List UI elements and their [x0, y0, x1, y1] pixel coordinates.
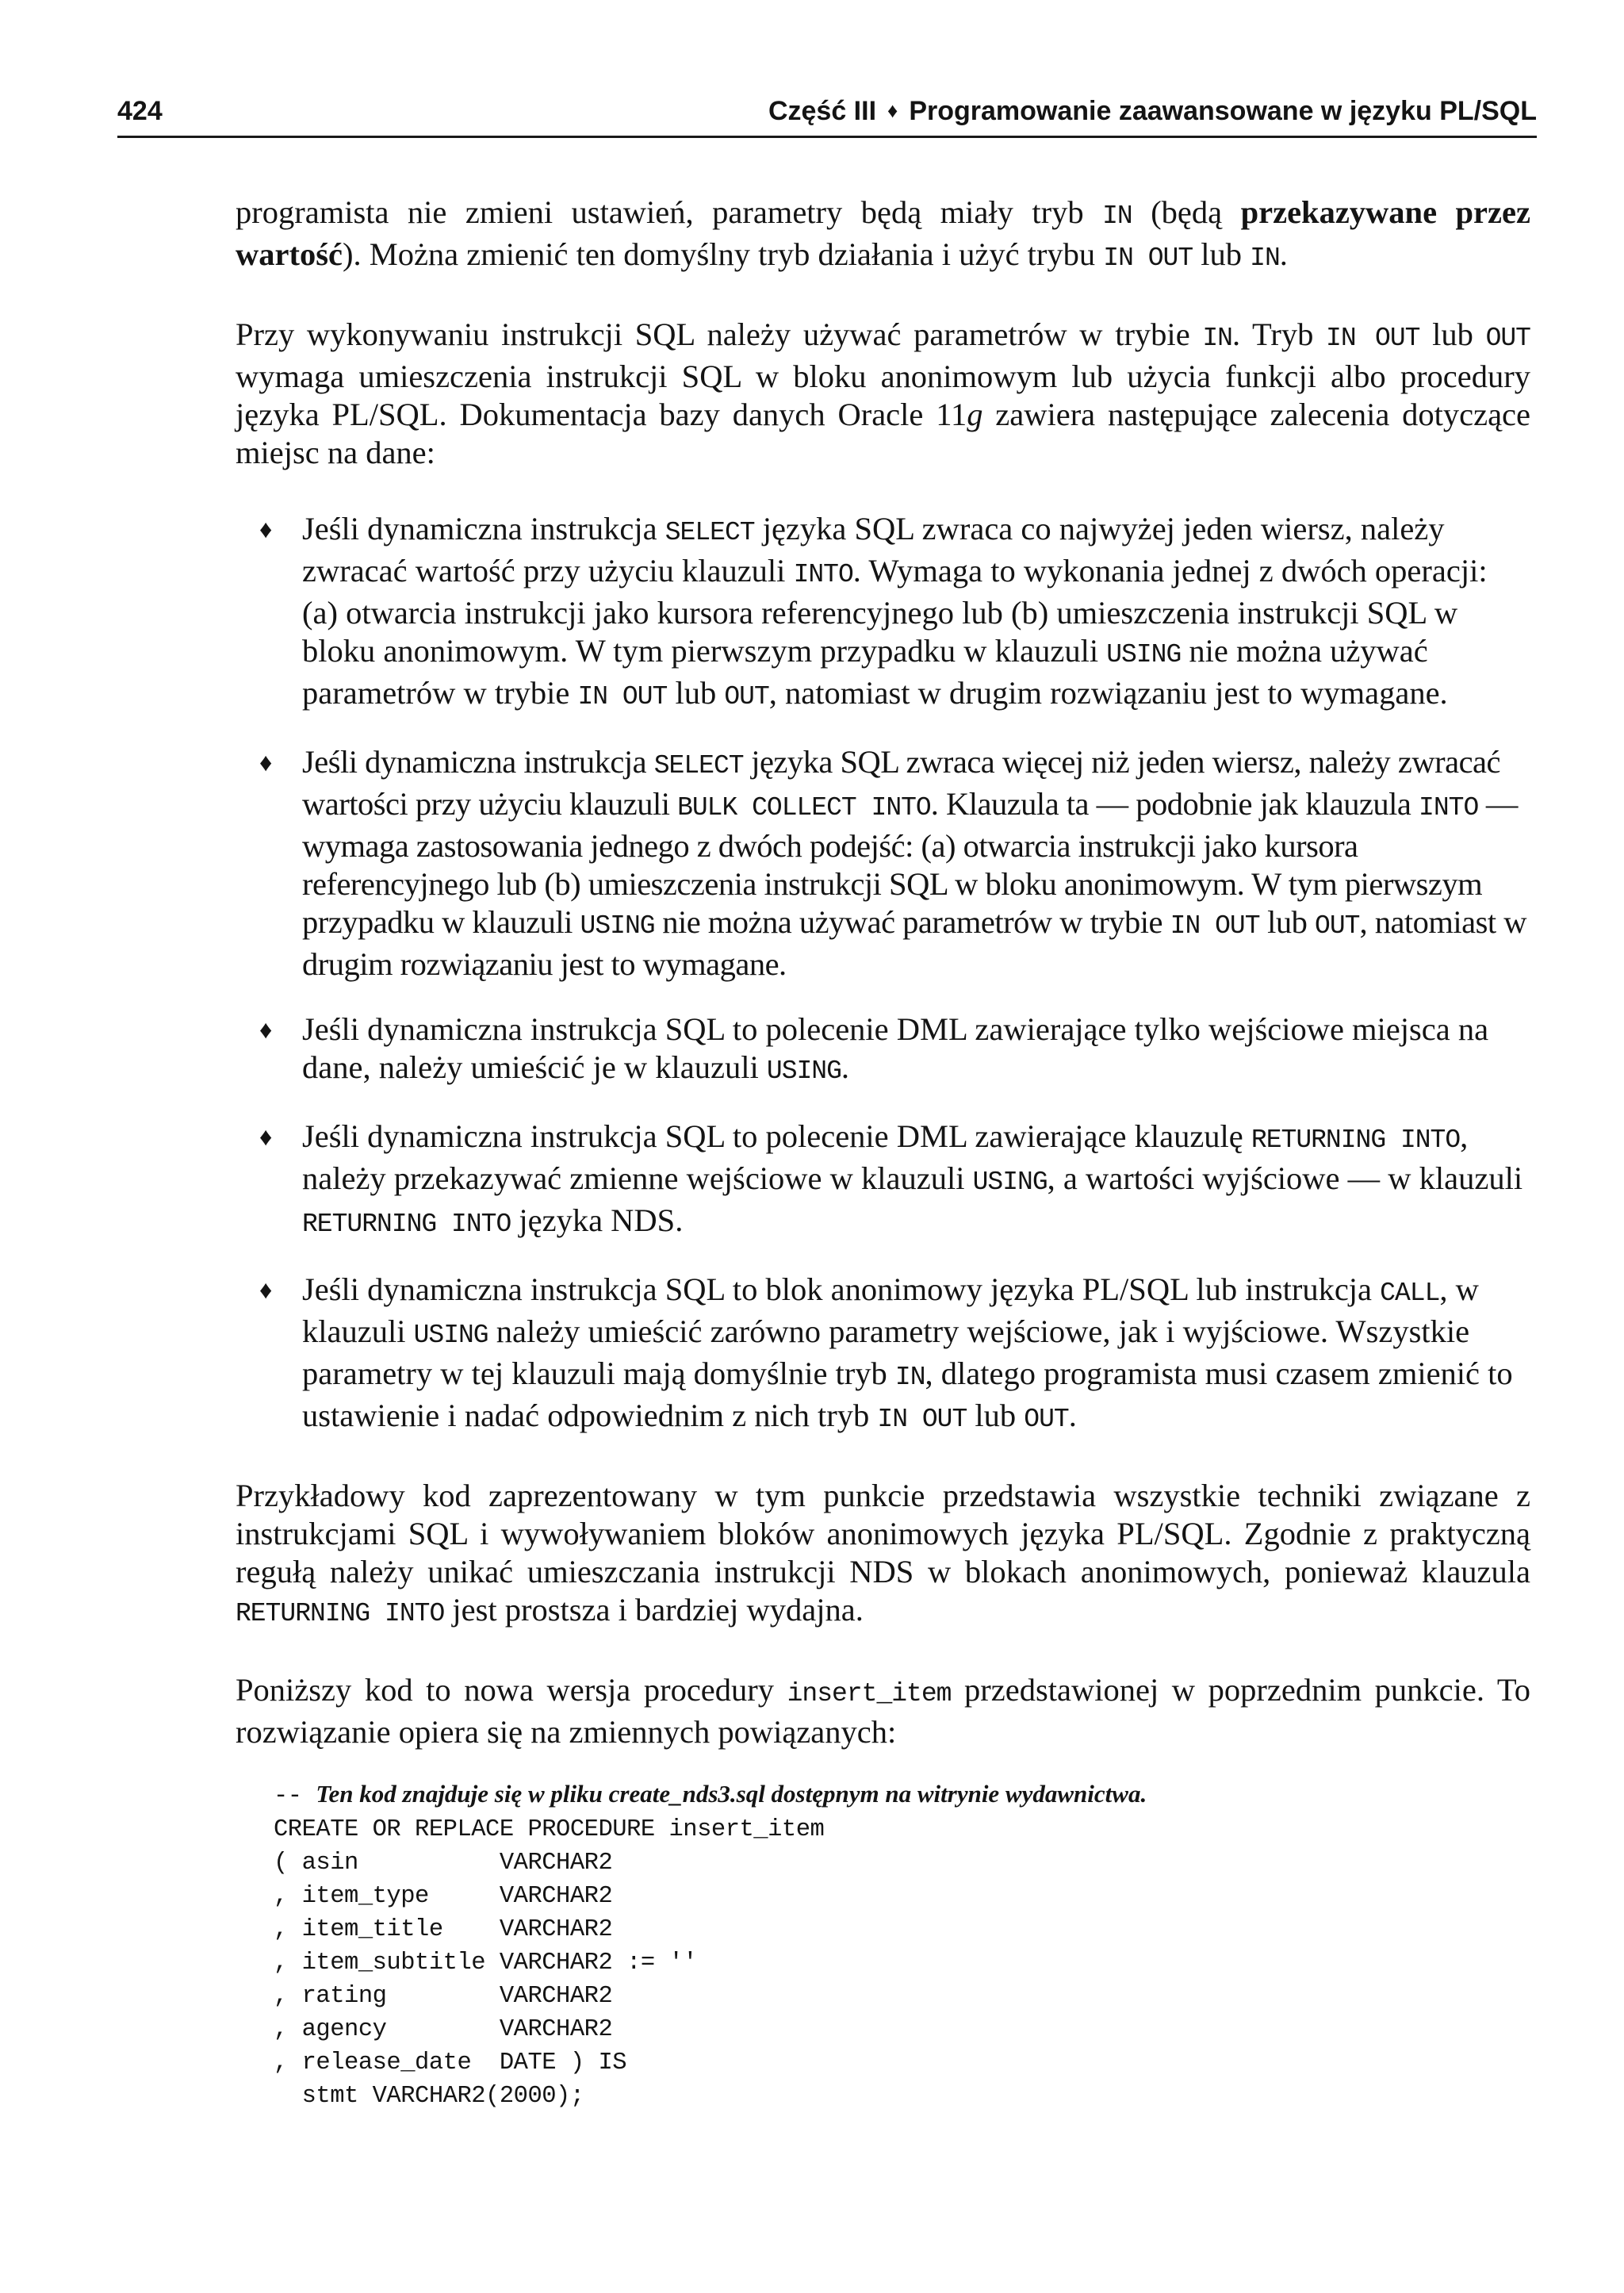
diamond-bullet-icon: ♦ [259, 748, 272, 776]
inline-code: USING [580, 911, 655, 941]
inline-code: INTO [793, 560, 853, 589]
inline-code: INTO [1419, 793, 1479, 822]
list-item: ♦ Jeśli dynamiczna instrukcja SQL to polecenie DML zawierające klauzulę RETURNING INTO, należy przekazywać zmienne wejściowe w klauzuli USING, a wartości wyjściowe — w klauzuli RETURNING INTO języka NDS. [259, 1118, 1523, 1239]
inline-code: BULK COLLECT INTO [677, 793, 931, 822]
code-line: , rating VARCHAR2 [274, 1983, 613, 2010]
inline-code: SELECT [653, 751, 744, 780]
recommendations-list [236, 510, 1530, 1439]
inline-code: IN [1202, 324, 1232, 353]
list-item: ♦ Jeśli dynamiczna instrukcja SELECT języka SQL zwraca więcej niż jeden wiersz, należy zwracać wartości przy użyciu klauzuli BULK COLLECT INTO. Klauzula ta — podobnie jak klauzula INTO — wymaga zastosowania jednego z dwóch podejść: (a) otwarcia instrukcji jako kursora referencyjnego lub (b) umieszczenia instrukcji SQL w bloku anonimowym. W tym pierwszym przypadku w klauzuli USING nie można używać parametrów w trybie IN OUT lub OUT, natomiast w drugim rozwiązaniu jest to wymagane. [259, 744, 1527, 982]
part-label: Część III [768, 96, 877, 126]
inline-code: OUT [724, 682, 769, 711]
inline-code: RETURNING INTO [1251, 1125, 1461, 1155]
inline-code: insert_item [787, 1679, 952, 1708]
code-line: , release_date DATE ) IS [274, 2050, 627, 2076]
inline-code: USING [413, 1321, 488, 1350]
code-line: , agency VARCHAR2 [274, 2016, 613, 2043]
inline-code: IN [894, 1363, 925, 1392]
diamond-bullet-icon: ♦ [259, 1015, 273, 1044]
page-number: 424 [117, 96, 163, 126]
inline-code: SELECT [665, 518, 755, 547]
code-comment: -- Ten kod znajduje się w pliku create_nds3.sql dostępnym na witrynie wydawnictwa. [274, 1780, 1147, 1810]
diamond-bullet-icon: ♦ [259, 1275, 273, 1304]
italic-letter: g [967, 397, 983, 432]
code-line: , item_subtitle VARCHAR2 := '' [274, 1950, 698, 1977]
paragraph-insert-item: Poniższy kod to nowa wersja procedury insert_item przedstawionej w poprzednim punkcie. To rozwiązanie opiera się na zmiennych powiązanych: [236, 1672, 1531, 1750]
code-listing [274, 1777, 1530, 2113]
inline-code: IN OUT [1326, 324, 1420, 353]
code-line: , item_title VARCHAR2 [274, 1916, 613, 1943]
inline-code: OUT [1024, 1405, 1069, 1434]
list-item: ♦ Jeśli dynamiczna instrukcja SELECT języka SQL zwraca co najwyżej jeden wiersz, należy zwracać wartość przy użyciu klauzuli INTO. Wymaga to wykonania jednej z dwóch operacji: (a) otwarcia instrukcji jako kursora referencyjnego lub (b) umieszczenia instrukcji SQL w bloku anonimowym. W tym pierwszym przypadku w klauzuli USING nie można używać parametrów w trybie IN OUT lub OUT, natomiast w drugim rozwiązaniu jest to wymagane. [259, 511, 1488, 711]
inline-code: USING [972, 1168, 1048, 1197]
inline-code: CALL [1380, 1279, 1440, 1308]
diamond-bullet-icon: ♦ [259, 515, 273, 543]
code-line: CREATE OR REPLACE PROCEDURE insert_item [274, 1816, 825, 1843]
inline-code: OUT [1315, 911, 1360, 941]
inline-code: IN OUT [1170, 911, 1260, 941]
inline-code: USING [766, 1056, 841, 1086]
running-head [768, 89, 1537, 135]
chapter-title: Programowanie zaawansowane w języku PL/SQL [909, 96, 1537, 126]
paragraph-sql-parameters: Przy wykonywaniu instrukcji SQL należy używać parametrów w trybie IN. Tryb IN OUT lub OUT wymaga umieszczenia instrukcji SQL w bloku anonimowym lub użycia funkcji albo procedury języka PL/SQL. Dokumentacja bazy danych Oracle 11g zawiera następujące zalecenia dotyczące miejsc na dane: [236, 316, 1530, 470]
inline-code: IN OUT [877, 1405, 967, 1434]
inline-code: RETURNING INTO [302, 1210, 511, 1239]
code-line: ( asin VARCHAR2 [274, 1850, 613, 1877]
diamond-bullet-icon: ♦ [259, 1122, 273, 1151]
diamond-icon: ♦ [887, 98, 898, 122]
inline-code: IN [1250, 243, 1280, 273]
page-header [117, 89, 1537, 138]
list-item: ♦ Jeśli dynamiczna instrukcja SQL to blok anonimowy języka PL/SQL lub instrukcja CALL, w klauzuli USING należy umieścić zarówno parametry wejściowe, jak i wyjściowe. Wszystkie parametry w tej klauzuli mają domyślnie tryb IN, dlatego programista musi czasem zmienić to ustawienie i nadać odpowiednim z nich tryb IN OUT lub OUT. [259, 1271, 1513, 1434]
paragraph-parameter-modes: programista nie zmieni ustawień, parametry będą miały tryb IN (będą przekazywane przez wartość). Można zmienić ten domyślny tryb działania i użyć trybu IN OUT lub IN. [236, 194, 1530, 273]
inline-code: RETURNING INTO [236, 1599, 445, 1628]
inline-code: IN [1102, 201, 1132, 231]
inline-code: IN OUT [1103, 243, 1193, 273]
list-item: ♦ Jeśli dynamiczna instrukcja SQL to polecenie DML zawierające tylko wejściowe miejsca na dane, należy umieścić je w klauzuli USING. [259, 1011, 1489, 1086]
code-line: , item_type VARCHAR2 [274, 1883, 613, 1910]
inline-code: OUT [1485, 324, 1530, 353]
inline-code: IN OUT [577, 682, 668, 711]
bold-term: przekazywane przez wartość [236, 194, 1530, 272]
inline-code: USING [1106, 640, 1182, 669]
paragraph-example-code-intro: Przykładowy kod zaprezentowany w tym punkcie przedstawia wszystkie techniki związane z instrukcjami SQL i wywoływaniem bloków anonimowych języka PL/SQL. Zgodnie z praktyczną regułą należy unikać umieszczania instrukcji NDS w blokach anonimowych, ponieważ klauzula RETURNING INTO jest prostsza i bardziej wydajna. [236, 1478, 1530, 1628]
code-line: stmt VARCHAR2(2000); [274, 2083, 584, 2110]
page-body [236, 194, 1530, 2113]
